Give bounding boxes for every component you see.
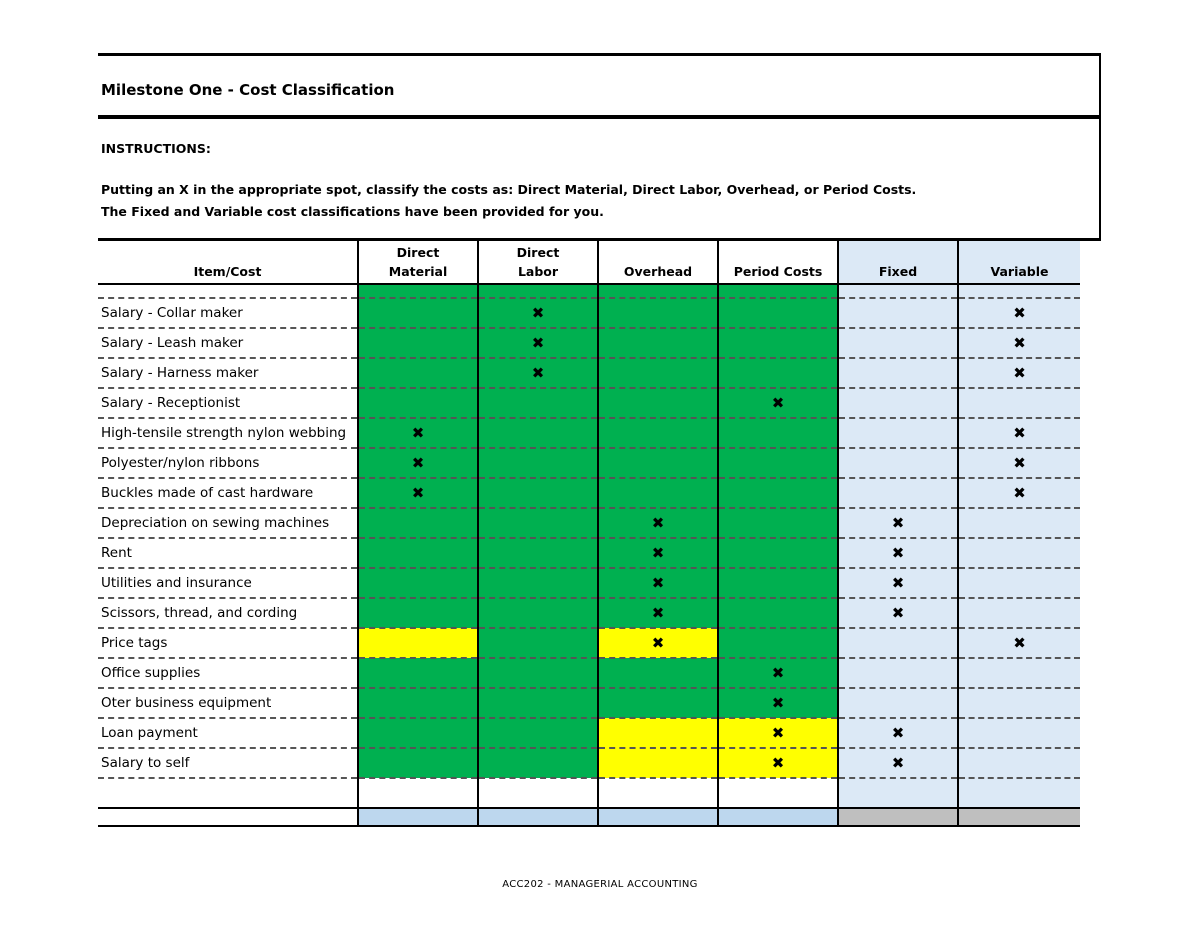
instructions-heading: INSTRUCTIONS: [101, 141, 211, 156]
cell-dm[interactable] [358, 508, 478, 538]
cell-pc[interactable] [718, 358, 838, 388]
cell-oh[interactable] [598, 388, 718, 418]
table-row [98, 538, 1080, 568]
table-row [98, 418, 1080, 448]
cell-fixed[interactable] [838, 358, 958, 388]
totals-cell [958, 808, 1080, 826]
col-header-overhead [598, 241, 718, 284]
page-title: Milestone One - Cost Classification [101, 81, 395, 99]
col-header-direct-material-line1: Direct [396, 245, 440, 260]
cell-fixed[interactable] [838, 658, 958, 688]
col-header-direct-labor [478, 241, 598, 284]
cell-dm[interactable] [358, 538, 478, 568]
table-row [98, 388, 1080, 418]
row-label: Oter business equipment [98, 688, 358, 718]
table-row [98, 448, 1080, 478]
empty-row [98, 778, 1080, 808]
cell-pc[interactable]: ✖ [718, 748, 838, 778]
cell-dm[interactable] [358, 718, 478, 748]
row-label: Office supplies [98, 658, 358, 688]
cell-dm[interactable] [358, 328, 478, 358]
cell-fixed[interactable] [838, 688, 958, 718]
cell-dm[interactable] [358, 658, 478, 688]
row-label: Salary - Collar maker [98, 298, 358, 328]
totals-cell [718, 808, 838, 826]
table-row [98, 478, 1080, 508]
table-row [98, 658, 1080, 688]
cell-fixed[interactable] [838, 328, 958, 358]
instructions-block [98, 119, 1101, 241]
cell-oh[interactable] [598, 658, 718, 688]
empty-cell [98, 778, 358, 808]
table-row [98, 568, 1080, 598]
spacer-cell [98, 284, 358, 298]
spacer-cell [958, 284, 1080, 298]
row-label: Depreciation on sewing machines [98, 508, 358, 538]
totals-cell [838, 808, 958, 826]
cell-pc[interactable]: ✖ [718, 688, 838, 718]
cell-dl[interactable] [478, 418, 598, 448]
empty-cell[interactable] [838, 778, 958, 808]
cell-pc[interactable]: ✖ [718, 718, 838, 748]
row-label: Price tags [98, 628, 358, 658]
spacer-cell [598, 284, 718, 298]
col-header-item-label: Item/Cost [193, 264, 262, 279]
empty-cell[interactable] [358, 778, 478, 808]
cell-dm[interactable]: ✖ [358, 448, 478, 478]
table-row [98, 628, 1080, 658]
cell-oh[interactable] [598, 358, 718, 388]
cell-variable[interactable]: ✖ [958, 418, 1080, 448]
cell-oh[interactable] [598, 718, 718, 748]
cell-variable[interactable] [958, 688, 1080, 718]
cell-dl[interactable] [478, 688, 598, 718]
empty-cell[interactable] [718, 778, 838, 808]
spacer-cell [358, 284, 478, 298]
table-row [98, 598, 1080, 628]
cell-pc[interactable] [718, 328, 838, 358]
col-header-overhead-label: Overhead [623, 264, 693, 279]
cell-oh[interactable] [598, 418, 718, 448]
table-row [98, 748, 1080, 778]
row-label: Salary to self [98, 748, 358, 778]
cell-fixed[interactable]: ✖ [838, 508, 958, 538]
row-label: Salary - Harness maker [98, 358, 358, 388]
col-header-variable [958, 241, 1080, 284]
cell-oh[interactable] [598, 478, 718, 508]
row-label: Buckles made of cast hardware [98, 478, 358, 508]
cell-dl[interactable] [478, 448, 598, 478]
cell-dl[interactable]: ✖ [478, 358, 598, 388]
cell-fixed[interactable]: ✖ [838, 598, 958, 628]
cell-fixed[interactable]: ✖ [838, 568, 958, 598]
cell-variable[interactable] [958, 568, 1080, 598]
page-footer: ACC202 - MANAGERIAL ACCOUNTING [502, 879, 698, 890]
cell-dl[interactable] [478, 538, 598, 568]
table-row [98, 328, 1080, 358]
cell-oh[interactable] [598, 748, 718, 778]
cell-fixed[interactable]: ✖ [838, 538, 958, 568]
cell-fixed[interactable] [838, 298, 958, 328]
cell-pc[interactable] [718, 508, 838, 538]
cell-oh[interactable] [598, 448, 718, 478]
cell-dm[interactable] [358, 688, 478, 718]
cell-pc[interactable]: ✖ [718, 388, 838, 418]
table-row [98, 718, 1080, 748]
empty-cell[interactable] [478, 778, 598, 808]
spacer-row [98, 284, 1080, 298]
cell-pc[interactable] [718, 298, 838, 328]
cell-dm[interactable] [358, 628, 478, 658]
cell-pc[interactable] [718, 598, 838, 628]
cell-variable[interactable] [958, 748, 1080, 778]
cell-variable[interactable]: ✖ [958, 358, 1080, 388]
table-row [98, 298, 1080, 328]
cell-pc[interactable] [718, 448, 838, 478]
cell-fixed[interactable] [838, 478, 958, 508]
cell-variable[interactable] [958, 538, 1080, 568]
cell-pc[interactable] [718, 628, 838, 658]
cell-variable[interactable] [958, 658, 1080, 688]
cell-dl[interactable] [478, 628, 598, 658]
cell-dm[interactable] [358, 298, 478, 328]
cell-variable[interactable] [958, 598, 1080, 628]
row-label: Salary - Receptionist [98, 388, 358, 418]
col-header-variable-label: Variable [990, 264, 1049, 279]
table-row [98, 508, 1080, 538]
col-header-fixed [838, 241, 958, 284]
cell-variable[interactable]: ✖ [958, 628, 1080, 658]
cell-variable[interactable]: ✖ [958, 478, 1080, 508]
worksheet [98, 53, 1101, 827]
spacer-cell [718, 284, 838, 298]
cell-oh[interactable]: ✖ [598, 568, 718, 598]
totals-row [98, 808, 1080, 826]
col-header-direct-material [358, 241, 478, 284]
table-row [98, 358, 1080, 388]
cell-variable[interactable]: ✖ [958, 448, 1080, 478]
cell-oh[interactable]: ✖ [598, 508, 718, 538]
cell-dl[interactable] [478, 568, 598, 598]
cell-dm[interactable] [358, 568, 478, 598]
col-header-fixed-label: Fixed [878, 264, 918, 279]
col-header-direct-labor-line1: Direct [516, 245, 560, 260]
cell-dm[interactable] [358, 598, 478, 628]
title-row [98, 53, 1101, 119]
cell-variable[interactable]: ✖ [958, 328, 1080, 358]
totals-cell [598, 808, 718, 826]
cell-pc[interactable] [718, 538, 838, 568]
header-row [98, 241, 1080, 284]
empty-cell[interactable] [958, 778, 1080, 808]
col-header-direct-material-line2: Material [388, 264, 448, 279]
cell-dl[interactable] [478, 748, 598, 778]
cell-dm[interactable] [358, 388, 478, 418]
cell-fixed[interactable] [838, 628, 958, 658]
row-label: Utilities and insurance [98, 568, 358, 598]
empty-cell[interactable] [598, 778, 718, 808]
cell-dl[interactable] [478, 478, 598, 508]
cell-dl[interactable] [478, 718, 598, 748]
cost-classification-table [98, 241, 1080, 827]
cell-dl[interactable] [478, 598, 598, 628]
totals-cell [478, 808, 598, 826]
col-header-item [98, 241, 358, 284]
cell-variable[interactable] [958, 508, 1080, 538]
spacer-cell [478, 284, 598, 298]
cell-pc[interactable] [718, 478, 838, 508]
cell-dm[interactable]: ✖ [358, 478, 478, 508]
cell-dl[interactable] [478, 388, 598, 418]
cell-dm[interactable] [358, 358, 478, 388]
row-label: Rent [98, 538, 358, 568]
cell-dm[interactable] [358, 748, 478, 778]
cell-variable[interactable]: ✖ [958, 298, 1080, 328]
cell-fixed[interactable] [838, 418, 958, 448]
cell-fixed[interactable] [838, 448, 958, 478]
instructions-line-1: Putting an X in the appropriate spot, classify the costs as: Direct Material, Direct Labor, Overhead, or Period Costs. [101, 182, 917, 197]
cell-oh[interactable] [598, 328, 718, 358]
cell-dl[interactable] [478, 658, 598, 688]
instructions-line-2: The Fixed and Variable cost classifications have been provided for you. [101, 204, 604, 219]
row-label: Polyester/nylon ribbons [98, 448, 358, 478]
cell-variable[interactable] [958, 388, 1080, 418]
cell-fixed[interactable]: ✖ [838, 748, 958, 778]
totals-cell [358, 808, 478, 826]
spacer-cell [838, 284, 958, 298]
row-label: Salary - Leash maker [98, 328, 358, 358]
cell-dm[interactable]: ✖ [358, 418, 478, 448]
cell-dl[interactable]: ✖ [478, 328, 598, 358]
col-header-period-costs [718, 241, 838, 284]
cell-oh[interactable]: ✖ [598, 628, 718, 658]
cell-fixed[interactable]: ✖ [838, 718, 958, 748]
row-label: High-tensile strength nylon webbing [98, 418, 358, 448]
cell-dl[interactable] [478, 508, 598, 538]
cell-pc[interactable] [718, 418, 838, 448]
col-header-period-costs-label: Period Costs [733, 264, 823, 279]
cell-oh[interactable]: ✖ [598, 538, 718, 568]
cell-fixed[interactable] [838, 388, 958, 418]
cell-oh[interactable] [598, 298, 718, 328]
row-label: Scissors, thread, and cording [98, 598, 358, 628]
cell-dl[interactable]: ✖ [478, 298, 598, 328]
table-row [98, 688, 1080, 718]
cell-pc[interactable]: ✖ [718, 658, 838, 688]
row-label: Loan payment [98, 718, 358, 748]
totals-cell [98, 808, 358, 826]
cell-oh[interactable]: ✖ [598, 598, 718, 628]
cell-pc[interactable] [718, 568, 838, 598]
cell-variable[interactable] [958, 718, 1080, 748]
cell-oh[interactable] [598, 688, 718, 718]
col-header-direct-labor-line2: Labor [517, 264, 559, 279]
